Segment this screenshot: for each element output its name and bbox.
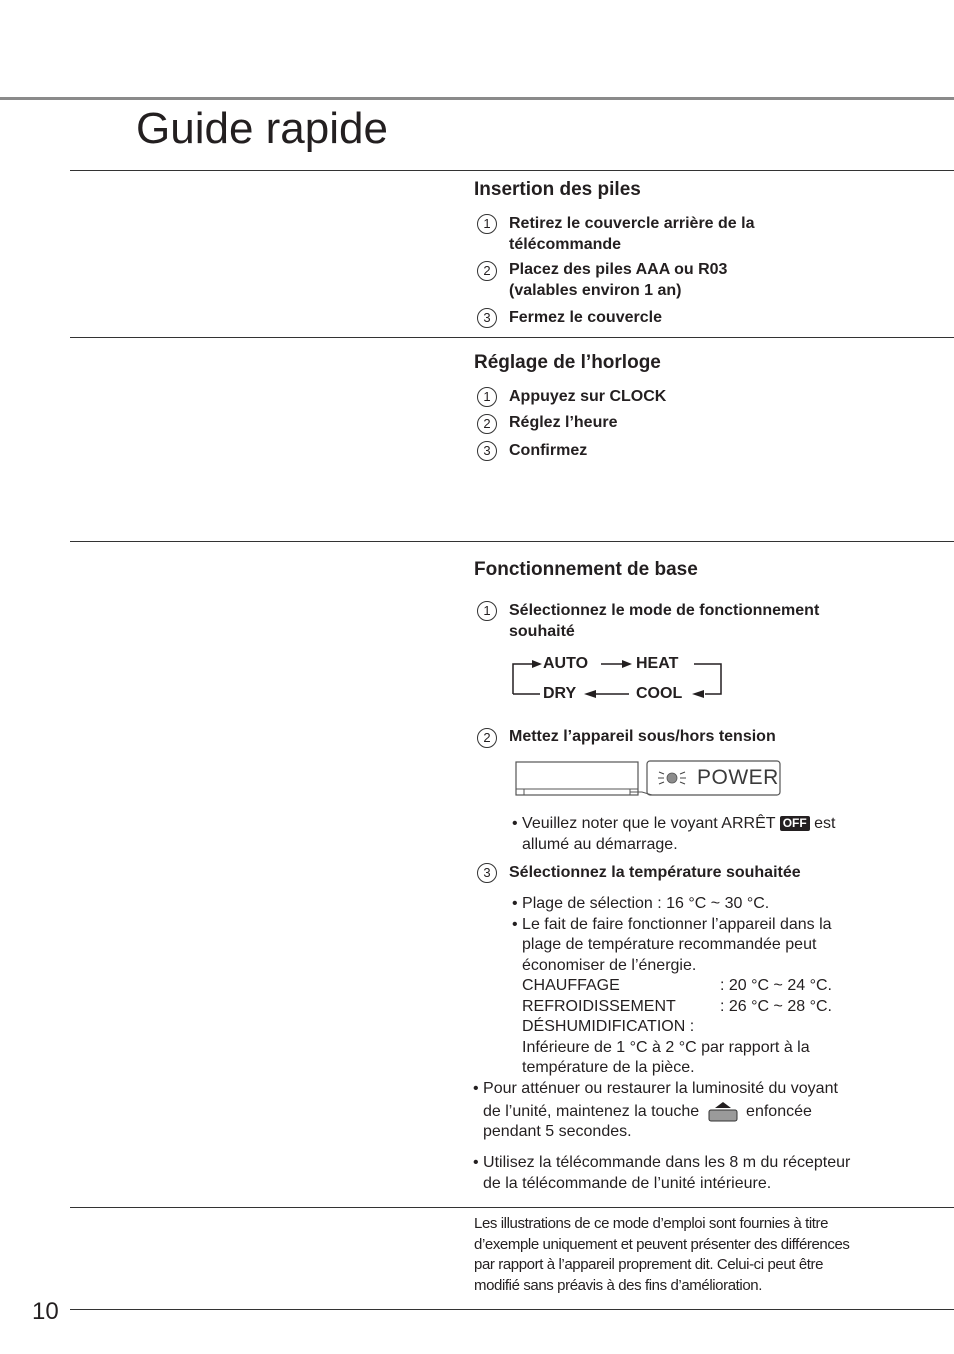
note-text: de la télécommande de l’unité intérieure. (483, 1174, 772, 1192)
bullet: • (473, 1154, 484, 1171)
mode-cool: COOL (636, 685, 683, 702)
bullet: • (473, 1080, 484, 1097)
step-text: Fermez le couvercle (509, 309, 662, 326)
section-divider (70, 170, 954, 171)
step-line: Sélectionnez le mode de fonctionnement (509, 602, 820, 619)
mode-range: : 20 °C ~ 24 °C. (720, 977, 832, 994)
remote-range-note (473, 1153, 923, 1194)
note-text: de l’unité, maintenez la touche (483, 1102, 700, 1120)
bullet: • (512, 815, 523, 832)
disclaimer-footnote (474, 1214, 914, 1296)
step-text: Mettez l’appareil sous/hors tension (509, 728, 776, 745)
note-text: plage de température recommandée peut (522, 936, 817, 953)
step-text (509, 600, 909, 642)
page-title: Guide rapide (136, 104, 388, 153)
footnote-line: modifié sans préavis à des fins d’amélioration. (474, 1276, 763, 1294)
bullet: • (512, 915, 523, 933)
step-text: Appuyez sur CLOCK (509, 388, 667, 405)
step-text (509, 213, 909, 255)
step-text: Confirmez (509, 442, 588, 459)
step-number: 3 (477, 441, 497, 461)
step-line: souhaité (509, 623, 575, 640)
footnote-line: par rapport à l’appareil proprement dit. Celui-ci peut être (474, 1256, 824, 1273)
step-text: Réglez l’heure (509, 414, 618, 431)
mode-auto: AUTO (543, 655, 589, 672)
step-line: Retirez le couvercle arrière de la (509, 215, 755, 232)
note-text: Utilisez la télécommande dans les 8 m du récepteur (483, 1154, 851, 1171)
section-title: Fonctionnement de base (474, 559, 698, 580)
note-text: économiser de l’énergie. (522, 956, 697, 974)
step-line: Placez des piles AAA ou R03 (509, 261, 728, 278)
mode-name: CHAUFFAGE (522, 977, 620, 994)
note-off-indicator (512, 814, 912, 855)
step-number: 3 (477, 308, 497, 328)
note-text: enfoncée (746, 1102, 812, 1120)
header-rule (0, 97, 954, 100)
page-number: 10 (32, 1298, 59, 1325)
note-text: pendant 5 secondes. (483, 1123, 632, 1140)
step-line: télécommande (509, 236, 622, 253)
step-number: 1 (477, 387, 497, 407)
note-text: température de la pièce. (522, 1059, 695, 1076)
mode-range: : 26 °C ~ 28 °C. (720, 997, 832, 1015)
step-text: Sélectionnez la température souhaitée (509, 864, 801, 881)
note-text: Inférieure de 1 °C à 2 °C par rapport à la (522, 1038, 810, 1056)
step-number: 2 (477, 414, 497, 434)
section-divider (70, 1309, 954, 1310)
mode-name: DÉSHUMIDIFICATION : (522, 1018, 695, 1035)
note-text: Le fait de faire fonctionner l’appareil dans la (522, 915, 832, 933)
section-title: Insertion des piles (474, 179, 641, 200)
mode-dry: DRY (543, 685, 577, 702)
mode-name: REFROIDISSEMENT (522, 997, 676, 1015)
step-number: 2 (477, 728, 497, 748)
note-text: Pour atténuer ou restaurer la luminosité du voyant (483, 1080, 838, 1097)
cool-row (512, 997, 912, 1018)
section-title: Réglage de l’horloge (474, 352, 661, 373)
bullet: • (512, 895, 523, 912)
temperature-notes (512, 894, 912, 1079)
step-text (509, 259, 909, 301)
note-text: Veuillez noter que le voyant ARRÊT (522, 815, 776, 832)
step-number: 1 (477, 601, 497, 621)
note-text: Plage de sélection : 16 °C ~ 30 °C. (522, 895, 770, 912)
heat-row (512, 976, 912, 997)
step-line: (valables environ 1 an) (509, 282, 682, 299)
brightness-note (473, 1079, 913, 1143)
footnote-line: Les illustrations de ce mode d’emploi sont fournies à titre (474, 1215, 829, 1232)
mode-cycle-arrows (508, 652, 728, 704)
mode-heat: HEAT (636, 655, 679, 672)
step-number: 3 (477, 863, 497, 883)
up-button-icon (706, 1100, 740, 1122)
section-divider (70, 541, 954, 542)
footnote-line: d’exemple uniquement et peuvent présenter des différences (474, 1235, 850, 1253)
section-divider (70, 1207, 954, 1208)
step-number: 2 (477, 261, 497, 281)
step-number: 1 (477, 214, 497, 234)
note-text: est (814, 815, 836, 832)
off-indicator-badge: OFF (780, 816, 810, 831)
note-text: allumé au démarrage. (522, 835, 678, 853)
power-label: POWER (697, 766, 779, 789)
section-divider (70, 337, 954, 338)
